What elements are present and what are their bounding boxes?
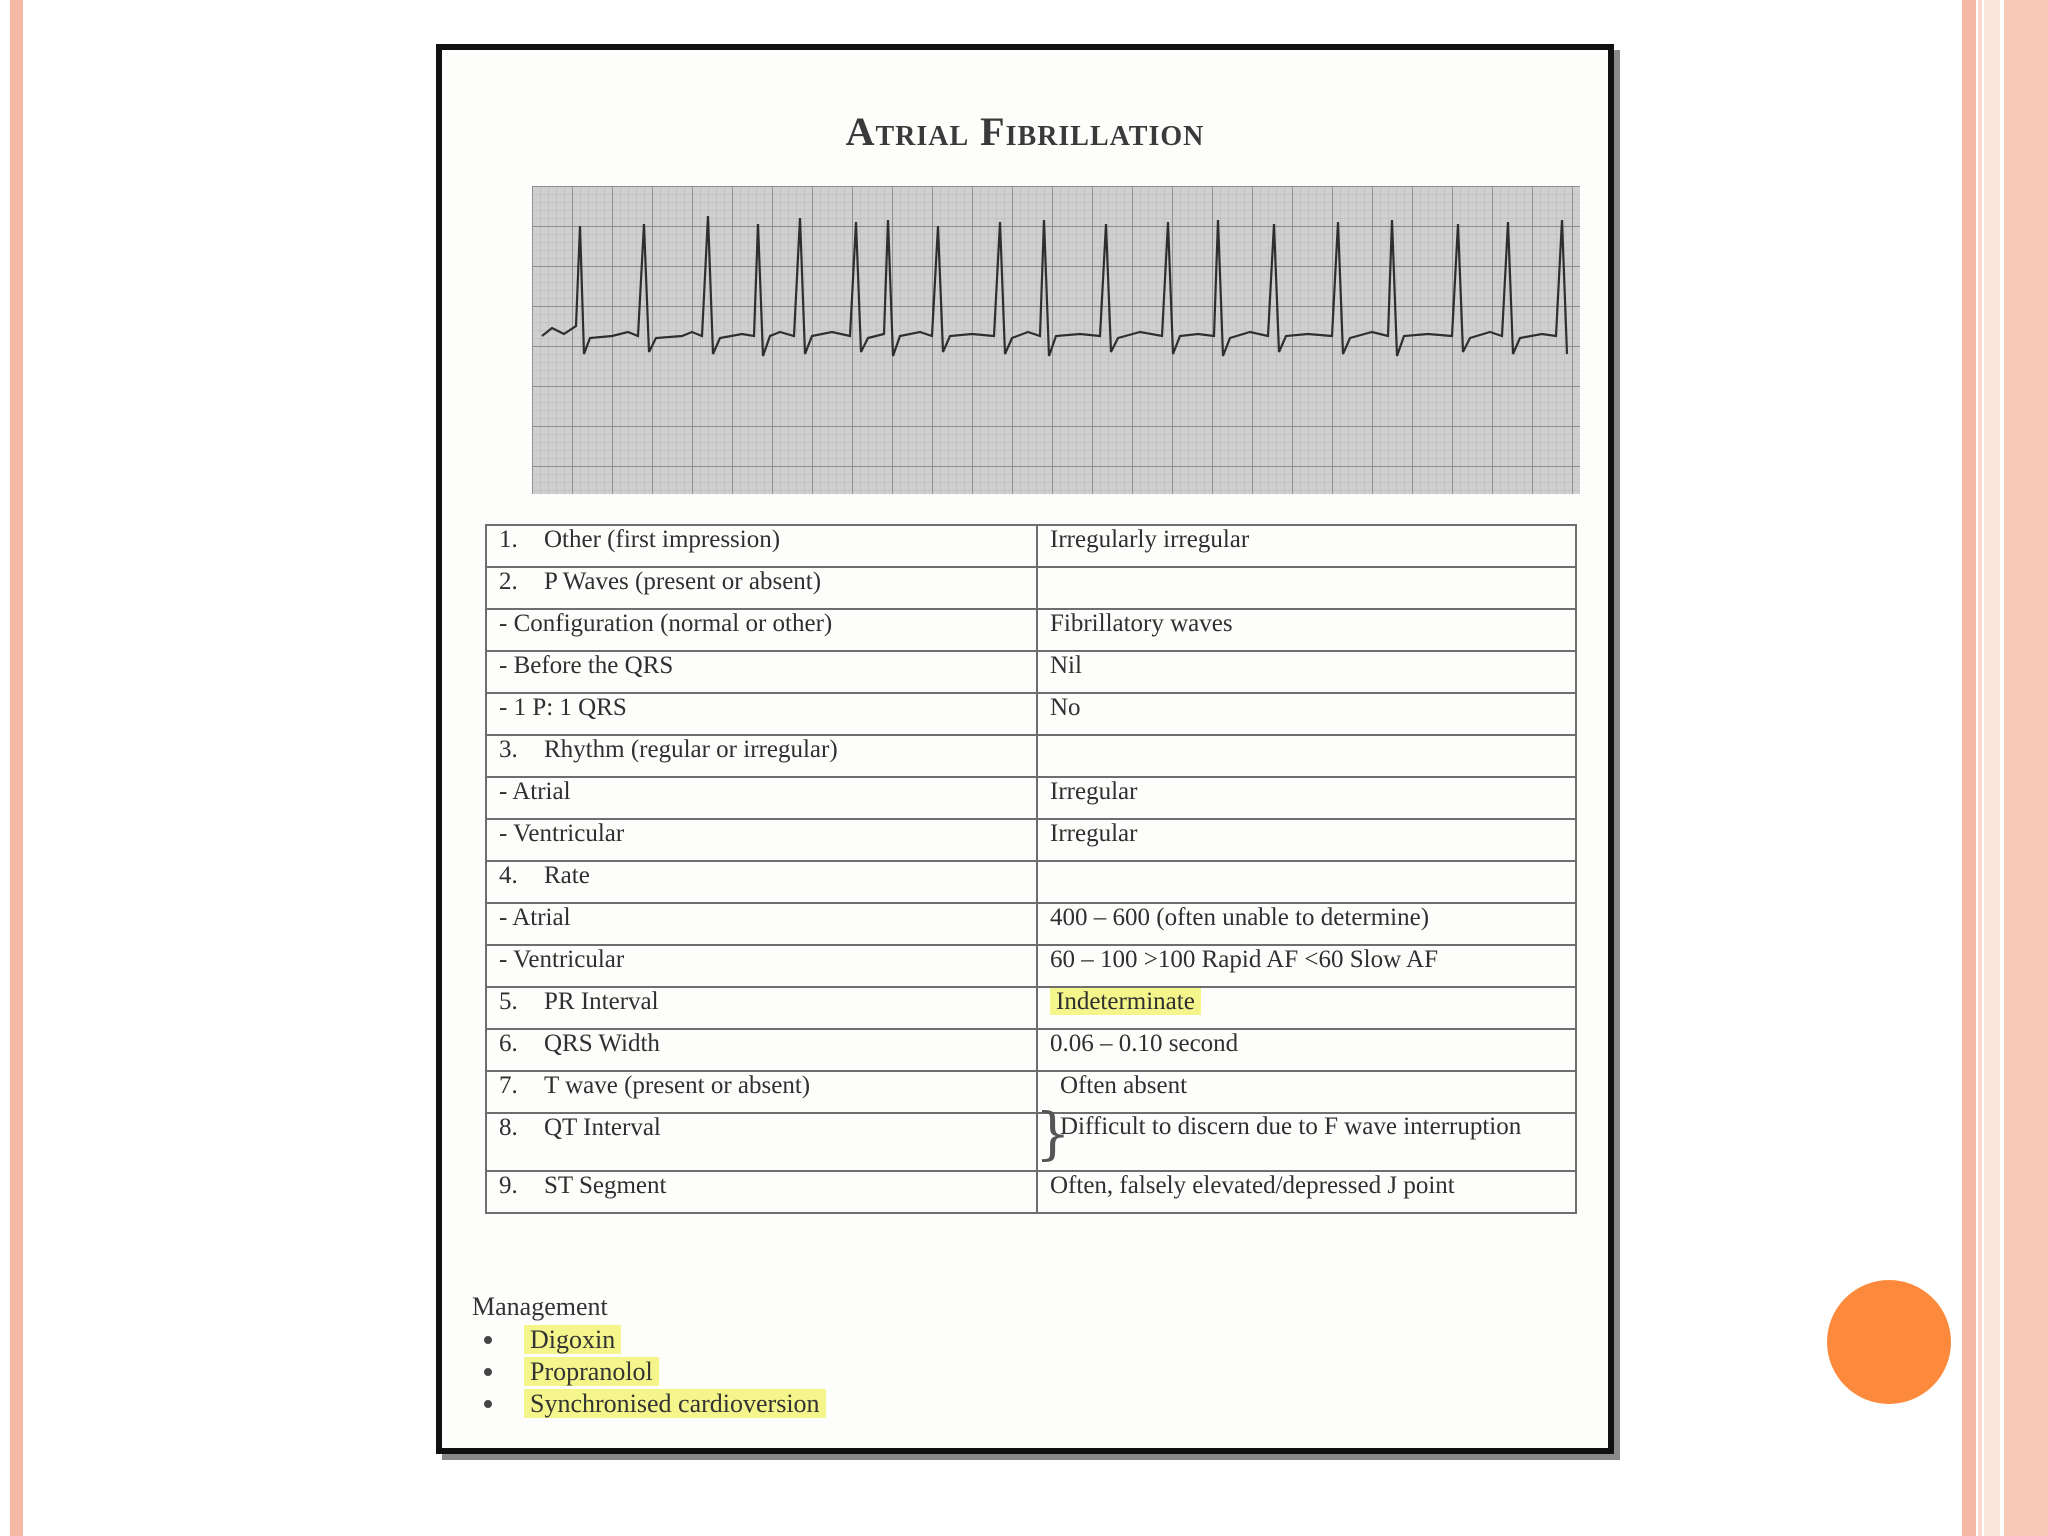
table-row: 7. T wave (present or absent) Often absent [486,1071,1576,1113]
table-row: 4. Rate [486,861,1576,903]
scanned-document [436,44,1614,1454]
table-row: - Atrial 400 – 600 (often unable to determine) [486,903,1576,945]
table-row: - Atrial Irregular [486,777,1576,819]
table-row: 5. PR Interval Indeterminate [486,987,1576,1029]
management-list [472,1324,826,1420]
brace-symbol: } [1035,1102,1071,1167]
table-row: 6. QRS Width 0.06 – 0.10 second [486,1029,1576,1071]
management-heading: Management [472,1292,608,1321]
table-row: - Ventricular Irregular [486,819,1576,861]
highlighted-value: Indeterminate [1050,988,1201,1015]
list-item: Synchronised cardioversion [472,1388,826,1420]
table-row: 9. ST Segment Often, falsely elevated/depressed J point [486,1171,1576,1213]
table-row: 8. QT Interval Difficult to discern due to F wave interruption [486,1113,1576,1171]
list-item: Propranolol [472,1356,826,1388]
table-row: 2. P Waves (present or absent) [486,567,1576,609]
table-row: 1. Other (first impression) Irregularly irregular [486,525,1576,567]
ecg-strip-image [532,186,1580,494]
document-title: Atrial Fibrillation [845,109,1205,154]
ecg-criteria-table [485,524,1577,1214]
management-section [472,1292,826,1420]
right-decor-bar-outer [2004,0,2048,1536]
right-decor-bar-light [1984,0,2000,1536]
right-decor-bar-thin [1978,0,1982,1536]
table-row: - Ventricular 60 – 100 >100 Rapid AF <60 Slow AF [486,945,1576,987]
right-decor-bar [1962,0,1976,1536]
table-row: - 1 P: 1 QRS No [486,693,1576,735]
orange-circle-decor [1827,1280,1951,1404]
table-row: 3. Rhythm (regular or irregular) [486,735,1576,777]
list-item: Digoxin [472,1324,826,1356]
left-decor-bar [10,0,23,1536]
table-row: - Configuration (normal or other) Fibrillatory waves [486,609,1576,651]
table-row: - Before the QRS Nil [486,651,1576,693]
